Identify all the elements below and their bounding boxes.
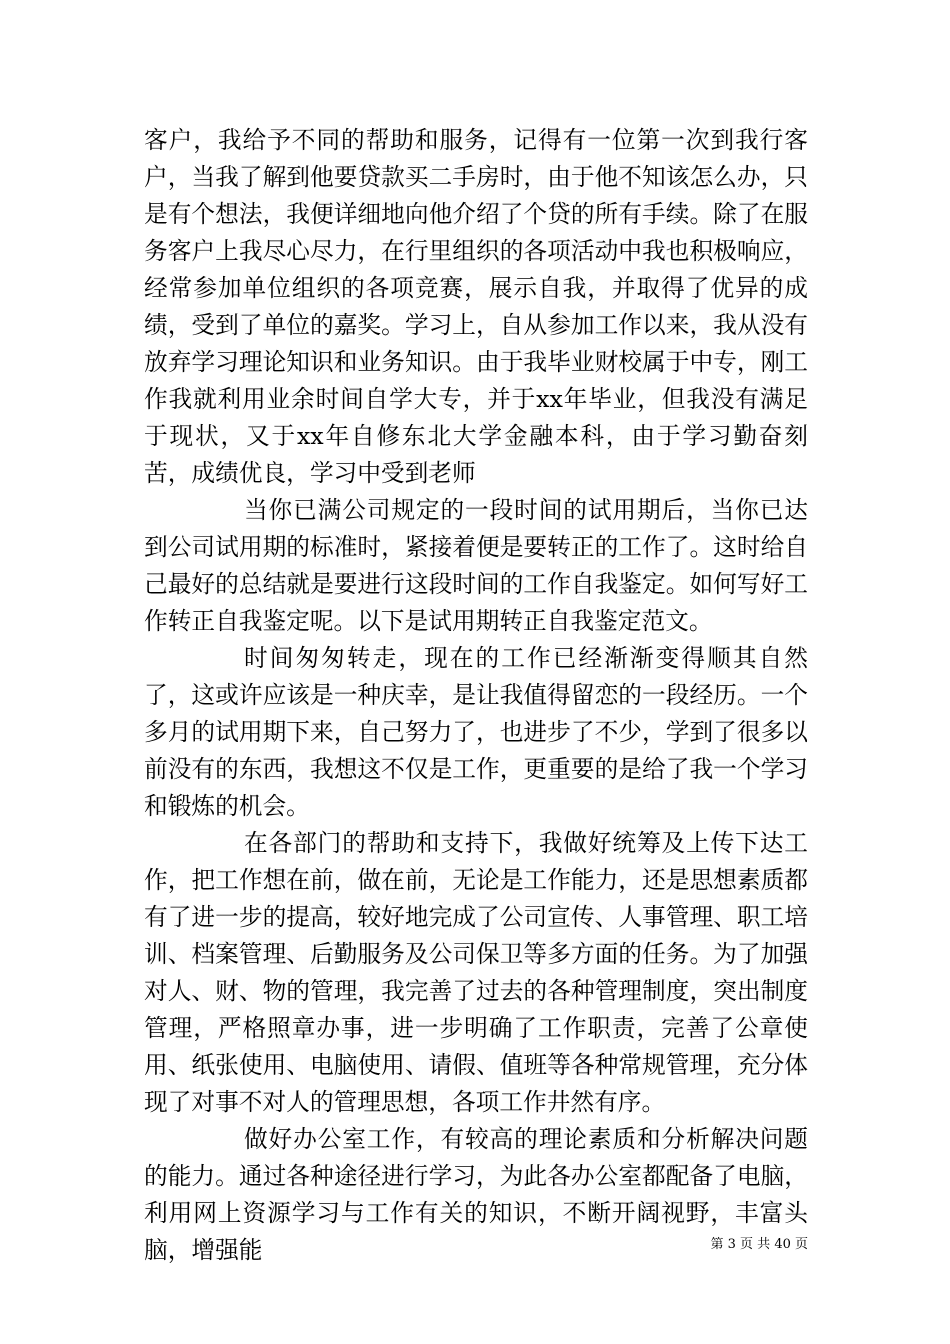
paragraph-2: 当你已满公司规定的一段时间的试用期后，当你已达到公司试用期的标准时，紧接着便是要转正的工作了。这时给自己最好的总结就是要进行这段时间的工作自我鉴定。如何写好工作转正自我鉴定呢。以下是试用期转正自我鉴定范文。 (144, 496, 808, 635)
body-text (144, 122, 808, 1269)
paragraph-3: 时间匆匆转走，现在的工作已经渐渐变得顺其自然了，这或许应该是一种庆幸，是让我值得留恋的一段经历。一个多月的试用期下来，自己努力了，也进步了不少，学到了很多以前没有的东西，我想这不仅是工作，更重要的是给了我一个学习和锻炼的机会。 (144, 644, 808, 820)
paragraph-1: 客户，我给予不同的帮助和服务，记得有一位第一次到我行客户，当我了解到他要贷款买二手房时，由于他不知该怎么办，只是有个想法，我便详细地向他介绍了个贷的所有手续。除了在服务客户上我尽心尽力，在行里组织的各项活动中我也积极响应，经常参加单位组织的各项竞赛，展示自我，并取得了优异的成绩，受到了单位的嘉奖。学习上，自从参加工作以来，我从没有放弃学习理论知识和业务知识。由于我毕业财校属于中专，刚工作我就利用业余时间自学大专，并于xx年毕业，但我没有满足于现状，又于xx年自修东北大学金融本科，由于学习勤奋刻苦，成绩优良，学习中受到老师 (144, 126, 808, 487)
paragraph-5: 做好办公室工作，有较高的理论素质和分析解决问题的能力。通过各种途径进行学习，为此各办公室都配备了电脑，利用网上资源学习与工作有关的知识，不断开阔视野，丰富头脑，增强能 (144, 1125, 808, 1264)
paragraph-4: 在各部门的帮助和支持下，我做好统筹及上传下达工作，把工作想在前，做在前，无论是工作能力，还是思想素质都有了进一步的提高，较好地完成了公司宣传、人事管理、职工培训、档案管理、后勤服务及公司保卫等多方面的任务。为了加强对人、财、物的管理，我完善了过去的各种管理制度，突出制度管理，严格照章办事，进一步明确了工作职责，完善了公章使用、纸张使用、电脑使用、请假、值班等各种常规管理，充分体现了对事不对人的管理思想，各项工作井然有序。 (144, 829, 808, 1116)
page-number-footer: 第 3 页 共 40 页 (710, 1237, 808, 1252)
